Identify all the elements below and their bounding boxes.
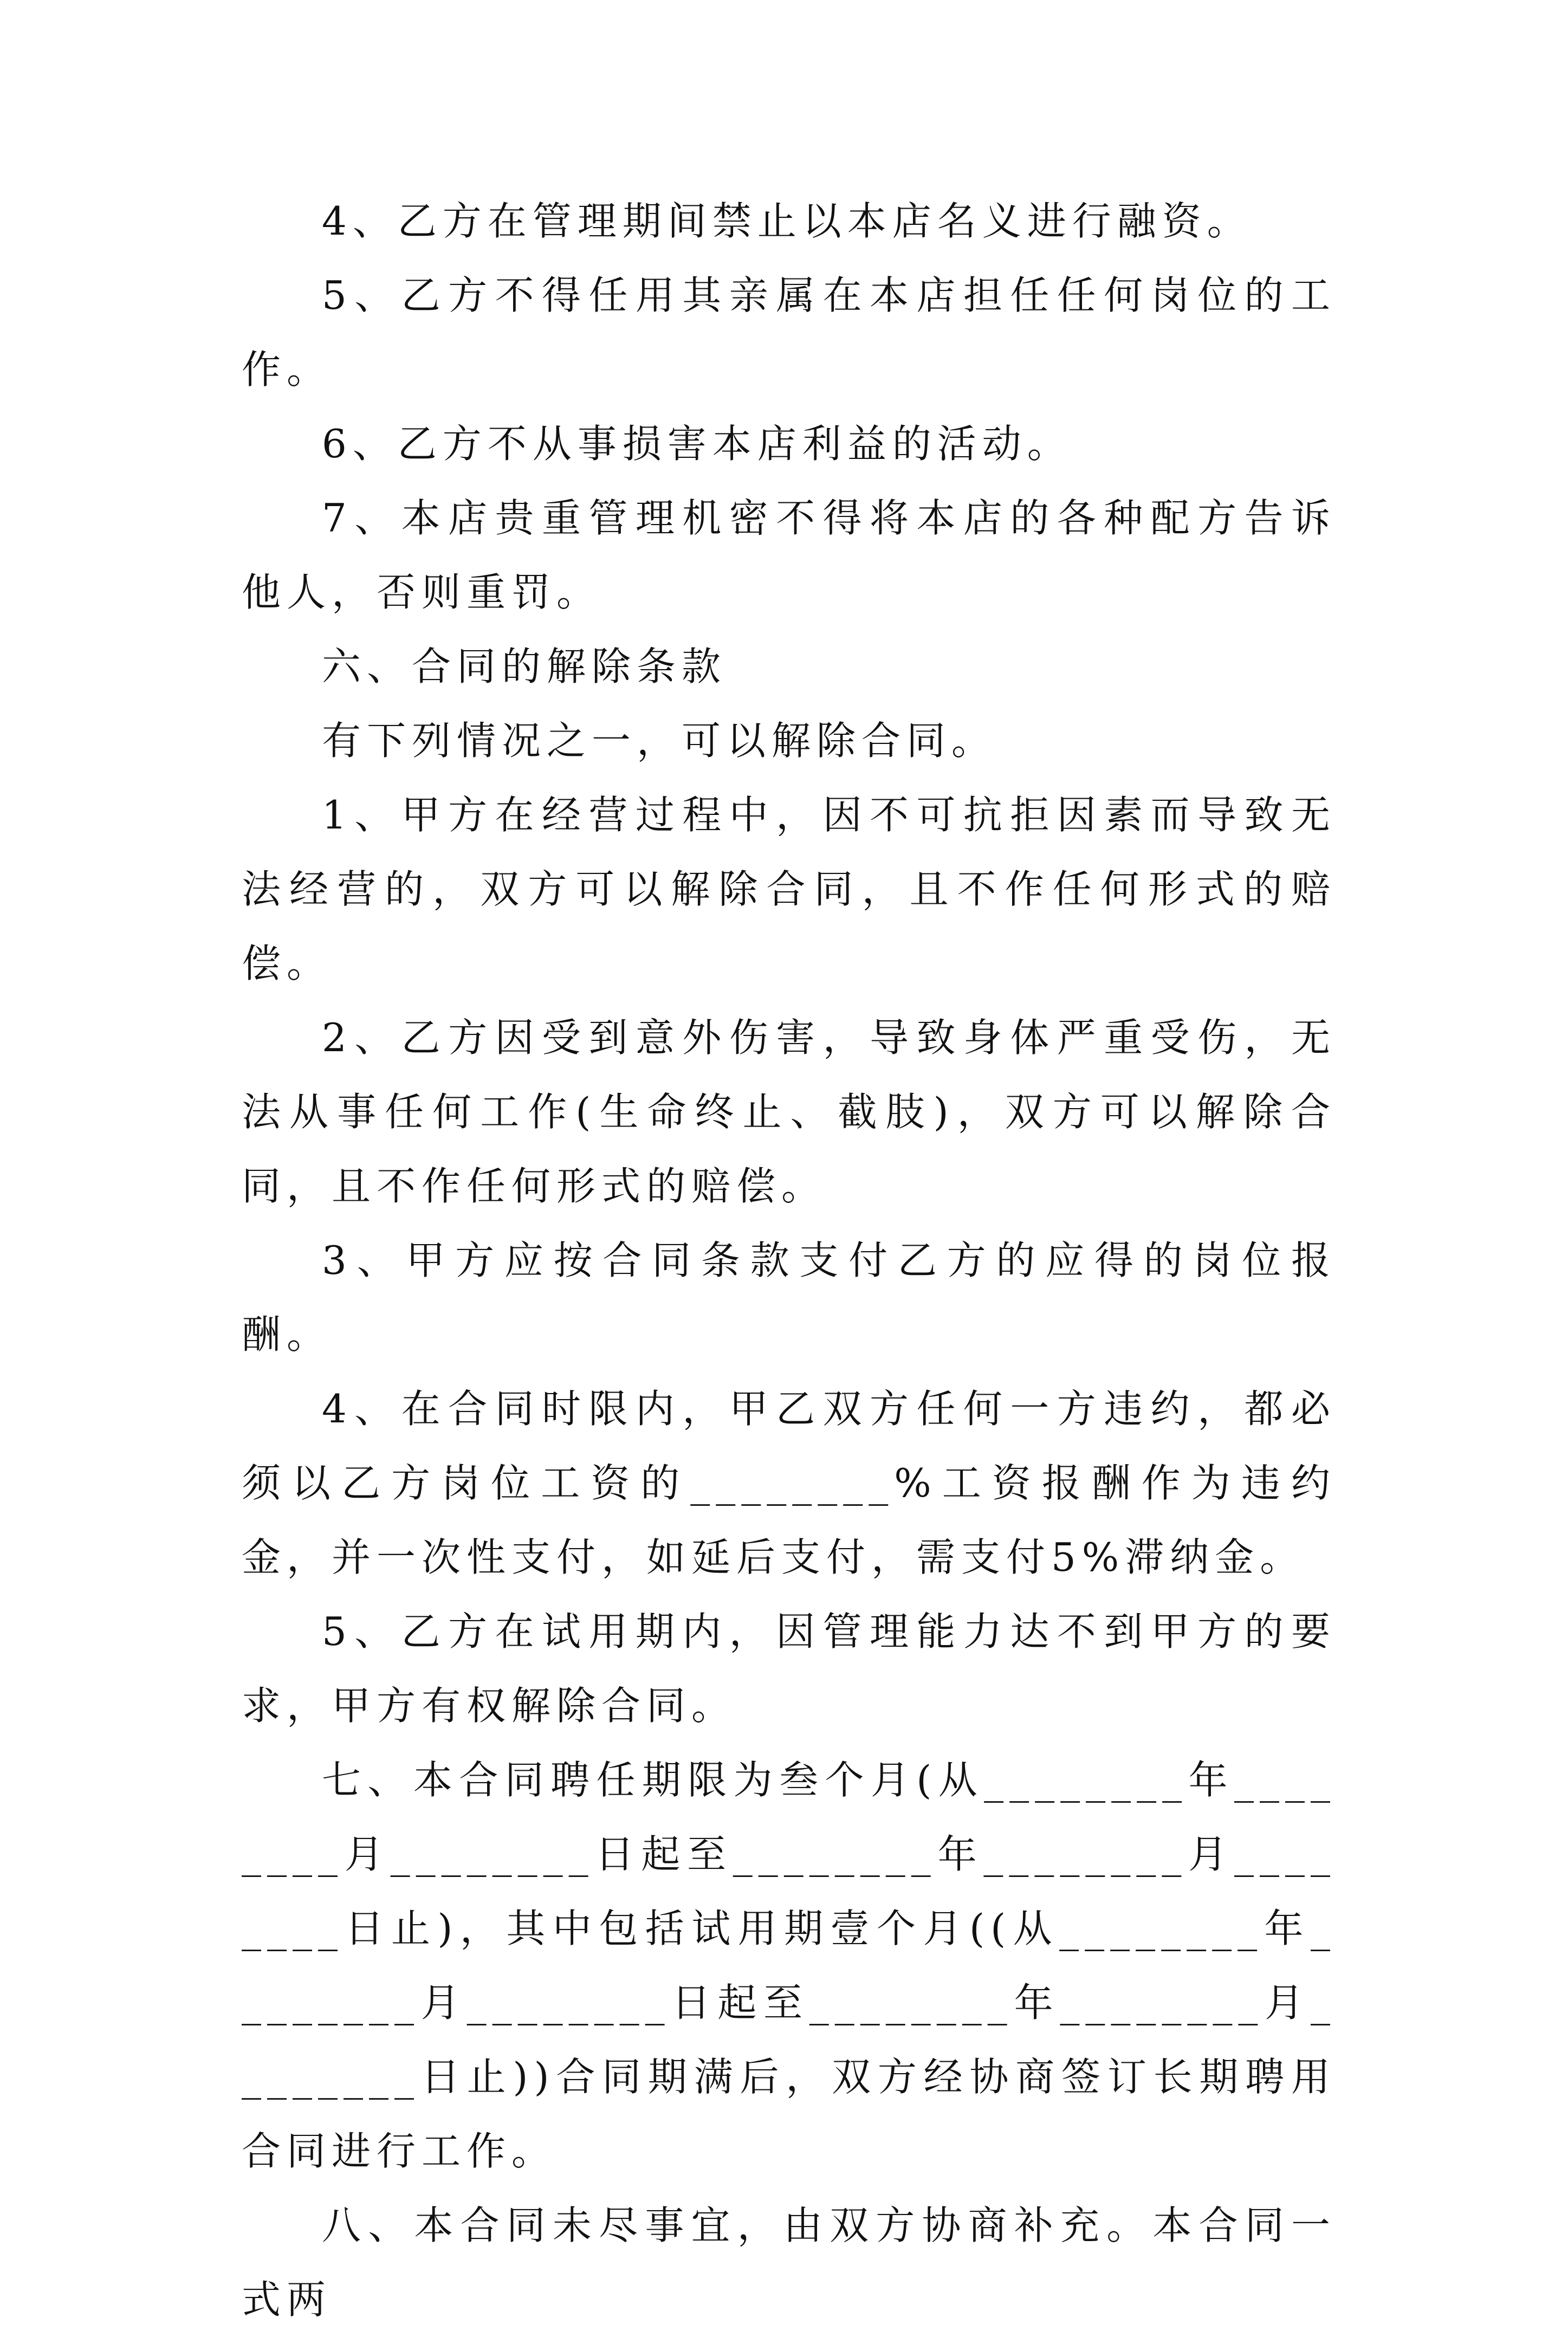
clause-6-4: 4、在合同时限内，甲乙双方任何一方违约，都必须以乙方岗位工资的________%工资报酬作为违约金，并一次性支付，如延后支付，需支付5%滞纳金。 bbox=[242, 1386, 1336, 1580]
clause-5-4: 4、乙方在管理期间禁止以本店名义进行融资。 bbox=[322, 198, 1252, 244]
section-7-term: 七、本合同聘任期限为叁个月(从________年________月________日起至________年________月________日止)，其中包括试用期壹个月((从________年________月________日起至________年________月________日止))合同期满后，双方经协商签订长期聘用合同进行工作。 bbox=[242, 1757, 1336, 2174]
section-heading-6: 六、合同的解除条款 bbox=[322, 644, 727, 689]
clause-5-7: 7、本店贵重管理机密不得将本店的各种配方告诉他人，否则重罚。 bbox=[242, 495, 1336, 615]
section-6-intro: 有下列情况之一，可以解除合同。 bbox=[322, 718, 997, 763]
clause-5-5: 5、乙方不得任用其亲属在本店担任任何岗位的工作。 bbox=[242, 273, 1336, 392]
clause-6-3: 3、甲方应按合同条款支付乙方的应得的岗位报酬。 bbox=[242, 1238, 1336, 1357]
clause-6-5: 5、乙方在试用期内，因管理能力达不到甲方的要求，甲方有权解除合同。 bbox=[242, 1609, 1336, 1729]
clause-6-2: 2、乙方因受到意外伤害，导致身体严重受伤，无法从事任何工作(生命终止、截肢)，双方可以解除合同，且不作任何形式的赔偿。 bbox=[242, 1015, 1336, 1209]
clause-6-1: 1、甲方在经营过程中，因不可抗拒因素而导致无法经营的，双方可以解除合同，且不作任何形式的赔偿。 bbox=[242, 792, 1336, 986]
document-body bbox=[242, 184, 1336, 2337]
section-8-supplement: 八、本合同未尽事宜，由双方协商补充。本合同一式两 bbox=[242, 2203, 1336, 2322]
clause-5-6: 6、乙方不从事损害本店利益的活动。 bbox=[322, 421, 1072, 467]
